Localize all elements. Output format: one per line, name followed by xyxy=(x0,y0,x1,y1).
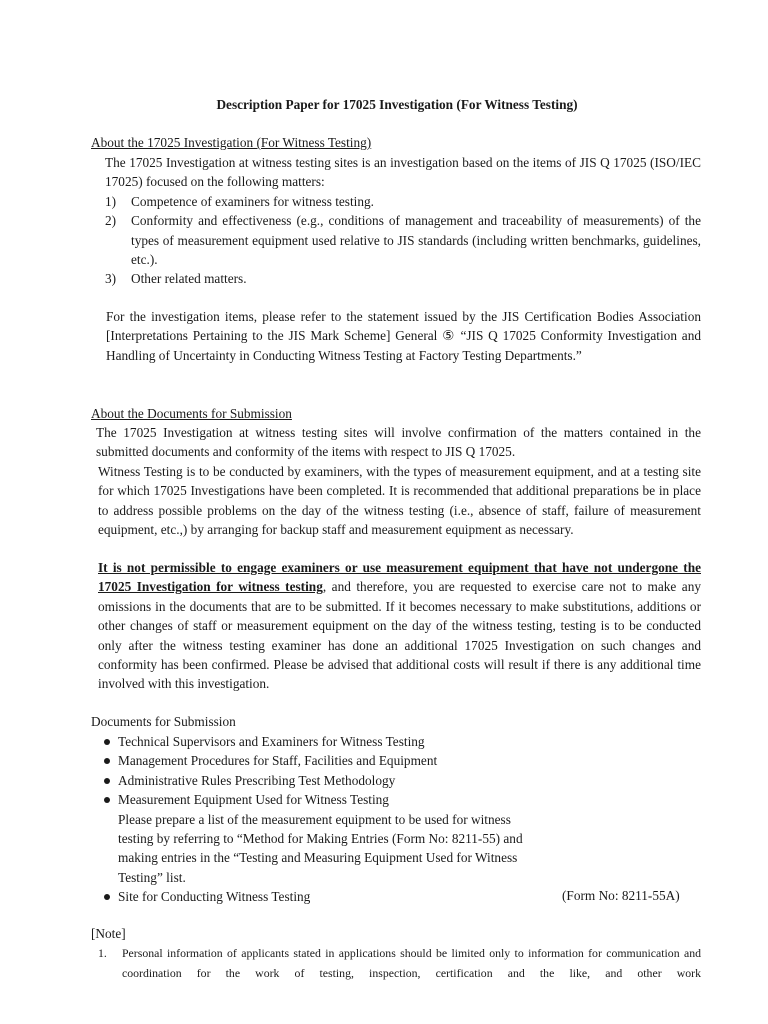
section2-para3 xyxy=(98,558,701,694)
documents-bullet-list xyxy=(104,732,704,907)
list-item-text: Technical Supervisors and Examiners for Witness Testing xyxy=(118,734,425,749)
list-item-text: Personal information of applicants stated in applications should be limited only to information for communication and coordination for the work of testing, inspection, certification and the like, and other work xyxy=(122,946,701,980)
equipment-instructions: Please prepare a list of the measurement equipment to be used for witness testing by referring to “Method for Making Entries (Form No: 8211-55) and making entries in the “Testing and Measuring Equipment Used for Witness Testing” list. xyxy=(118,811,523,885)
list-item xyxy=(98,943,701,983)
document-title: Description Paper for 17025 Investigation (For Witness Testing) xyxy=(216,97,578,112)
section1-numbered-list xyxy=(105,192,701,289)
section-heading-17025-investigation: About the 17025 Investigation (For Witness Testing) xyxy=(91,135,372,150)
list-item xyxy=(104,790,704,887)
note-list xyxy=(98,943,701,983)
list-item xyxy=(105,211,701,269)
bullet-icon xyxy=(104,758,110,764)
note-body xyxy=(98,943,701,983)
bullet-icon xyxy=(104,797,110,803)
list-item xyxy=(104,771,704,790)
section2-para2: Witness Testing is to be conducted by examiners, with the types of measurement equipment, and at a testing site for which 17025 Investigations have been completed. It is recommended that additional preparations be in place to address possible problems on the day of the witness testing (i.e., absence of staff, failure of measurement equipment, etc.,) by arranging for backup staff and measurement equipment as necessary. xyxy=(98,464,701,538)
section2-para1: The 17025 Investigation at witness testing sites will involve confirmation of the matters contained in the submitted documents and conformity of the items with respect to JIS Q 17025. xyxy=(96,425,701,460)
note-heading: [Note] xyxy=(91,926,126,941)
section1-intro: The 17025 Investigation at witness testing sites is an investigation based on the items of JIS Q 17025 (ISO/IEC 17025) focused on the following matters: xyxy=(105,155,701,190)
list-item-text: Other related matters. xyxy=(131,271,247,287)
section-heading-documents-for-submission: About the Documents for Submission xyxy=(91,406,292,421)
list-item-number: 3) xyxy=(105,271,117,287)
bullet-icon xyxy=(104,739,110,745)
documents-list-block xyxy=(104,732,704,907)
list-item xyxy=(105,269,701,288)
bullet-icon xyxy=(104,778,110,784)
section1-reference: For the investigation items, please refer to the statement issued by the JIS Certification Bodies Association [Interpretations Pertaining to the JIS Mark Scheme] General ⑤ “JIS Q 17025 Conformity Investigation and Handling of Uncertainty in Conducting Witness Testing at Factory Testing Departments.” xyxy=(106,309,701,363)
form-number: (Form No: 8211-55A) xyxy=(562,888,680,903)
list-item xyxy=(104,751,704,770)
list-item-text: Management Procedures for Staff, Facilities and Equipment xyxy=(118,753,438,769)
list-item-number: 2) xyxy=(105,213,117,229)
list-item-text: Conformity and effectiveness (e.g., conditions of management and traceability of measurements) of the types of measurement equipment used relative to JIS standards (including written benchmarks, guidelines, etc.). xyxy=(131,213,701,268)
warning-statement: It is not permissible to engage examiners or use measurement equipment that have not undergone the 17025 Investigation for witness testing xyxy=(98,560,701,595)
warning-continuation: , and therefore, you are requested to exercise care not to make any omissions in the documents that are to be submitted. If it becomes necessary to make substitutions, additions or other changes of staff or measurement equipment on the day of the witness testing, testing is to be conducted only after the witness testing examiner has done an additional 17025 Investigation on such changes and conformity has been confirmed. Please be advised that additional costs will result if there is any additional time involved with this investigation. xyxy=(98,579,702,692)
list-item-text: Administrative Rules Prescribing Test Methodology xyxy=(118,772,396,788)
list-item-number: 1) xyxy=(105,193,117,209)
list-item-text: Measurement Equipment Used for Witness Testing xyxy=(118,792,389,808)
documents-for-submission-heading: Documents for Submission xyxy=(91,714,236,729)
list-item-text: Site for Conducting Witness Testing xyxy=(118,889,311,905)
list-item-text: Competence of examiners for witness testing. xyxy=(131,193,374,209)
section1-body xyxy=(105,153,701,289)
list-item xyxy=(105,192,701,211)
list-item-number: 1. xyxy=(98,946,107,960)
bullet-icon xyxy=(104,894,110,900)
list-item xyxy=(104,732,704,751)
